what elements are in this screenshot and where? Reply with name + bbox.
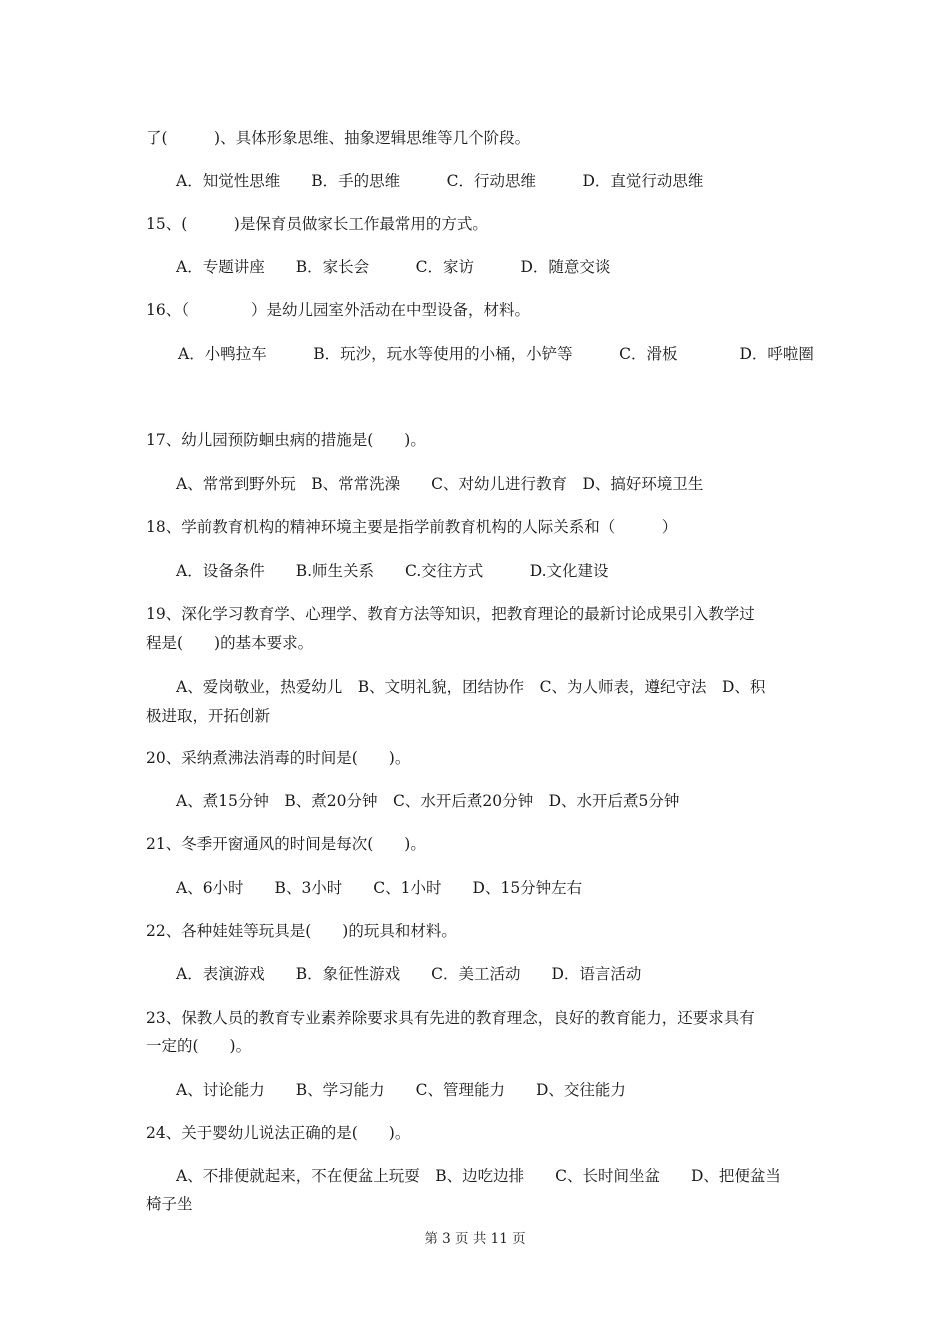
- q16-text: 16、（ ）是幼儿园室外活动在中型设备，材料。: [146, 301, 530, 319]
- q23-text-line1: 23、保教人员的教育专业素养除要求具有先进的教育理念，良好的教育能力，还要求具有: [146, 1009, 755, 1027]
- q24-options-line2: 椅子坐: [146, 1195, 193, 1213]
- q21-options: A、6小时 B、3小时 C、1小时 D、15分钟左右: [176, 879, 583, 897]
- q14-options: A．知觉性思维 B．手的思维 C．行动思维 D．直觉行动思维: [176, 172, 704, 190]
- q19-options-line1: A、爱岗敬业，热爱幼儿 B、文明礼貌，团结协作 C、为人师表，遵纪守法 D、积: [176, 678, 766, 696]
- q24-options-line1: A、不排便就起来，不在便盆上玩耍 B、边吃边排 C、长时间坐盆 D、把便盆当: [176, 1167, 781, 1185]
- page-number-footer: 第 3 页 共 11 页: [424, 1231, 526, 1247]
- q22-options: A．表演游戏 B．象征性游戏 C．美工活动 D．语言活动: [176, 965, 642, 983]
- q19-options-line2: 极进取，开拓创新: [146, 707, 271, 725]
- q22-text: 22、各种娃娃等玩具是( )的玩具和材料。: [146, 922, 457, 940]
- q20-options: A、煮15分钟 B、煮20分钟 C、水开后煮20分钟 D、水开后煮5分钟: [176, 792, 680, 810]
- q15-text: 15、( )是保育员做家长工作最常用的方式。: [146, 215, 488, 233]
- q18-text: 18、学前教育机构的精神环境主要是指学前教育机构的人际关系和（ ）: [146, 518, 678, 536]
- q21-text: 21、冬季开窗通风的时间是每次( )。: [146, 835, 426, 853]
- q20-text: 20、采纳煮沸法消毒的时间是( )。: [146, 749, 411, 767]
- q16-options: A．小鸭拉车 B．玩沙，玩水等使用的小桶，小铲等 C．滑板 D．呼啦圈: [178, 345, 814, 363]
- q23-options: A、讨论能力 B、学习能力 C、管理能力 D、交往能力: [176, 1081, 626, 1099]
- q23-text-line2: 一定的( )。: [146, 1037, 252, 1055]
- q17-options: A、常常到野外玩 B、常常洗澡 C、对幼儿进行教育 D、搞好环境卫生: [176, 475, 704, 493]
- q19-text-line1: 19、深化学习教育学、心理学、教育方法等知识，把教育理论的最新讨论成果引入教学过: [146, 605, 755, 623]
- q15-options: A．专题讲座 B．家长会 C．家访 D．随意交谈: [176, 258, 611, 276]
- q24-text: 24、关于婴幼儿说法正确的是( )。: [146, 1124, 411, 1142]
- q17-text: 17、幼儿园预防蛔虫病的措施是( )。: [146, 431, 426, 449]
- q19-text-line2: 程是( )的基本要求。: [146, 634, 314, 652]
- q14-text-continued: 了( )、具体形象思维、抽象逻辑思维等几个阶段。: [146, 129, 531, 147]
- q18-options: A．设备条件 B.师生关系 C.交往方式 D.文化建设: [176, 562, 609, 580]
